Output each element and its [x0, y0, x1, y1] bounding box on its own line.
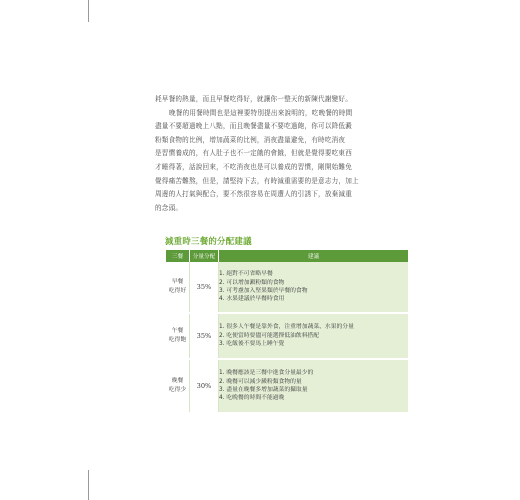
- advice-item: 3. 可考慮加入堅果類於早餐的食物: [219, 288, 308, 294]
- advice-item: 2. 晚餐可以減少澱粉類食物的量: [219, 378, 302, 385]
- table-title: 減重時三餐的分配建議: [165, 236, 252, 246]
- body-line: 耗早餐的熱量，而且早餐吃得好，就讓你一整天的新陳代謝變好。: [155, 95, 353, 103]
- body-line: 是習慣養成的，有人肚子也不一定餓的會餓，但就是覺得要吃東西: [155, 149, 353, 158]
- meal-subtitle: 吃得好: [168, 288, 187, 294]
- body-line: 覺得痛苦難熬，但是，請堅持下去，有時減重需要的是意志力，加上: [155, 176, 359, 185]
- advice-item: 2. 可以增加澱粉類的食物: [219, 279, 285, 286]
- header-ratio: 分量分配: [190, 250, 219, 262]
- meal-name: 午餐: [171, 328, 184, 334]
- advice-item: 3. 吃飯後不要馬上睡午覺: [219, 341, 285, 348]
- advice-cell: [219, 262, 409, 313]
- advice-item: 2. 吃便當時要儘可能選擇低油飲料搭配: [219, 332, 320, 339]
- ratio-cell: 35%: [190, 262, 219, 313]
- body-line: 盡量不要超過晚上八點，而且晚餐盡量不要吃過飽，你可以降低澱: [155, 122, 353, 131]
- body-line: 的念頭。: [155, 203, 183, 212]
- advice-item: 4. 水果建議於早餐時食用: [219, 296, 285, 303]
- table-row-dinner: [166, 359, 408, 413]
- body-paragraph: [155, 93, 413, 215]
- meal-name: 晚餐: [171, 378, 184, 384]
- body-line: 才睡得著，話說回來，不吃消夜也是可以養成的習慣，剛開始難免: [155, 162, 353, 171]
- body-line: 粉類食物的比例，增加蔬菜的比例，消夜盡量避免，有時吃消夜: [155, 135, 346, 144]
- table-row-lunch: [166, 313, 408, 359]
- meal-name: 早餐: [171, 279, 184, 285]
- meal-subtitle: 吃得飽: [168, 337, 187, 343]
- advice-item: 1. 絕對不可省略早餐: [219, 271, 273, 278]
- meal-cell: [166, 359, 190, 413]
- advice-item: 3. 盡量在晚餐多增加蔬菜的攝取量: [219, 387, 308, 393]
- meal-plan-table: [166, 250, 408, 414]
- advice-cell: [219, 359, 409, 413]
- ratio-cell: 35%: [190, 313, 219, 359]
- ratio-cell: 30%: [190, 359, 219, 413]
- crop-mark-bottom: [88, 470, 89, 500]
- meal-cell: [166, 262, 190, 313]
- advice-cell: [219, 313, 409, 359]
- header-meal: 三餐: [166, 250, 190, 262]
- advice-item: 4. 吃晚餐的時間不能過晚: [219, 395, 285, 402]
- meal-subtitle: 吃得少: [168, 387, 187, 393]
- table-row-breakfast: [166, 262, 408, 313]
- advice-item: 1. 晚餐應該是三餐中進食分量最少的: [219, 370, 314, 377]
- body-line: 晚餐的用餐時間也是這裡要特別提出來說明的，吃晚餐的時間: [169, 108, 353, 117]
- table-header-row: [166, 250, 408, 262]
- crop-mark-top: [88, 0, 89, 22]
- advice-item: 1. 很多人午餐是靠外食，注重增加蔬菜、水果的分量: [219, 324, 354, 331]
- header-advice: 建議: [219, 250, 409, 262]
- meal-cell: [166, 313, 190, 359]
- body-line: 周邊的人打氣與配合，要不然很容易在周遭人的引誘下，放棄減重: [155, 190, 353, 199]
